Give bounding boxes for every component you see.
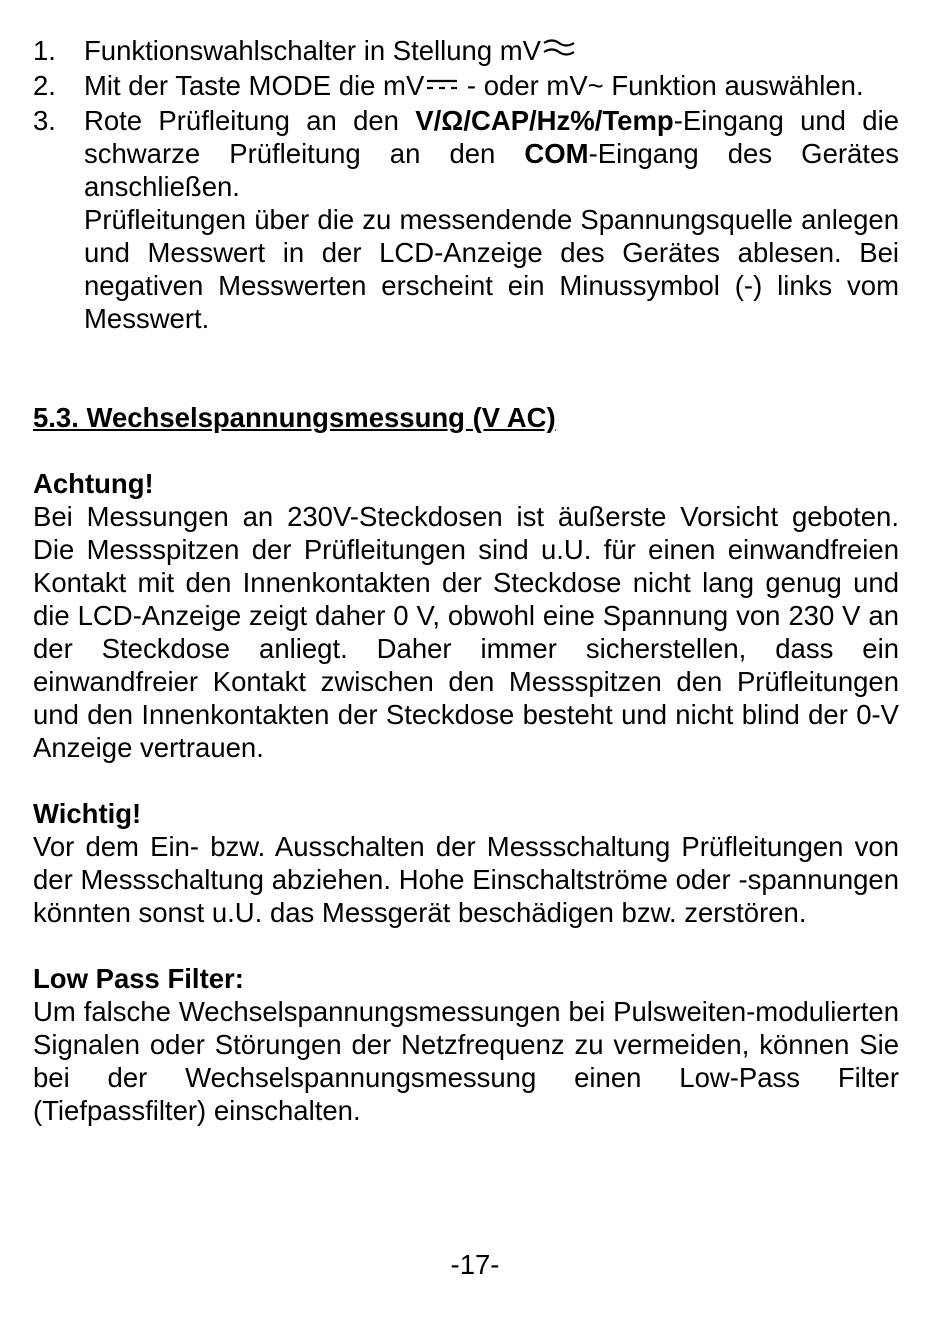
input-label: /CAP/Hz%/Temp	[463, 105, 674, 136]
lowpass-label: Low Pass Filter:	[33, 963, 244, 994]
step-text: -Eingang und die schwarze Prüfleitung an den	[84, 105, 899, 169]
list-item	[33, 34, 899, 69]
step-text: Funktionswahlschalter in Stellung mV	[84, 35, 542, 66]
ohm-symbol: Ω	[441, 105, 464, 136]
achtung-text: Bei Messungen an 230V-Steckdosen ist äußerste Vorsicht geboten. Die Messspitzen der Prüfleitungen sind u.U. für einen einwandfreien Kontakt mit den Innenkontakten der Steckdose nicht lang genug und die LCD-Anzeige zeigt daher 0 V, obwohl eine Spannung von 230 V an der Steckdose anliegt. Daher immer sicherstellen, dass ein einwandfreier Kontakt zwischen den Messspitzen den Prüfleitungen und den Innenkontakten der Steckdose besteht und nicht blind der 0-V Anzeige vertrauen.	[33, 501, 899, 763]
page-content	[33, 34, 899, 1127]
step-paragraph	[84, 104, 899, 203]
wichtig-label: Wichtig!	[33, 798, 142, 829]
list-item	[33, 69, 899, 104]
com-label: COM	[524, 138, 589, 169]
wichtig-text: Vor dem Ein- bzw. Ausschalten der Messschaltung Prüfleitungen von der Messschaltung abziehen. Hohe Einschaltströme oder -spannungen könnten sonst u.U. das Messgerät beschädigen bzw. zerstören.	[33, 831, 899, 928]
input-label: V/	[415, 105, 442, 136]
achtung-label: Achtung!	[33, 468, 154, 499]
dc-symbol-icon	[425, 71, 459, 104]
list-number: 2.	[33, 70, 56, 101]
step-text: Rote Prüfleitung an den	[84, 105, 416, 136]
list-number: 1.	[33, 35, 56, 66]
section-heading: 5.3. Wechselspannungsmessung (V AC)	[33, 402, 556, 433]
instruction-list	[33, 34, 899, 335]
list-number: 3.	[33, 105, 56, 136]
step-text-after: - oder mV~ Funktion auswählen.	[459, 70, 864, 101]
list-item	[33, 104, 899, 335]
step-text: -Eingang des Gerätes anschließen.	[84, 138, 899, 202]
lowpass-text: Um falsche Wechselspannungsmessungen bei Pulsweiten-modulierten Signalen oder Störungen der Netzfrequenz zu vermeiden, können Sie bei der Wechselspannungsmessung einen Low-Pass Filter (Tiefpassfilter) einschalten.	[33, 996, 899, 1126]
page-number: -17-	[450, 1249, 500, 1280]
step-paragraph: Prüfleitungen über die zu messendende Spannungsquelle anlegen und Messwert in der LCD-Anzeige des Gerätes ablesen. Bei negativen Messwerten erscheint ein Minussymbol (-) links vom Messwert.	[84, 204, 899, 334]
acdc-symbol-icon	[542, 36, 576, 69]
step-text: Mit der Taste MODE die mV	[84, 70, 425, 101]
